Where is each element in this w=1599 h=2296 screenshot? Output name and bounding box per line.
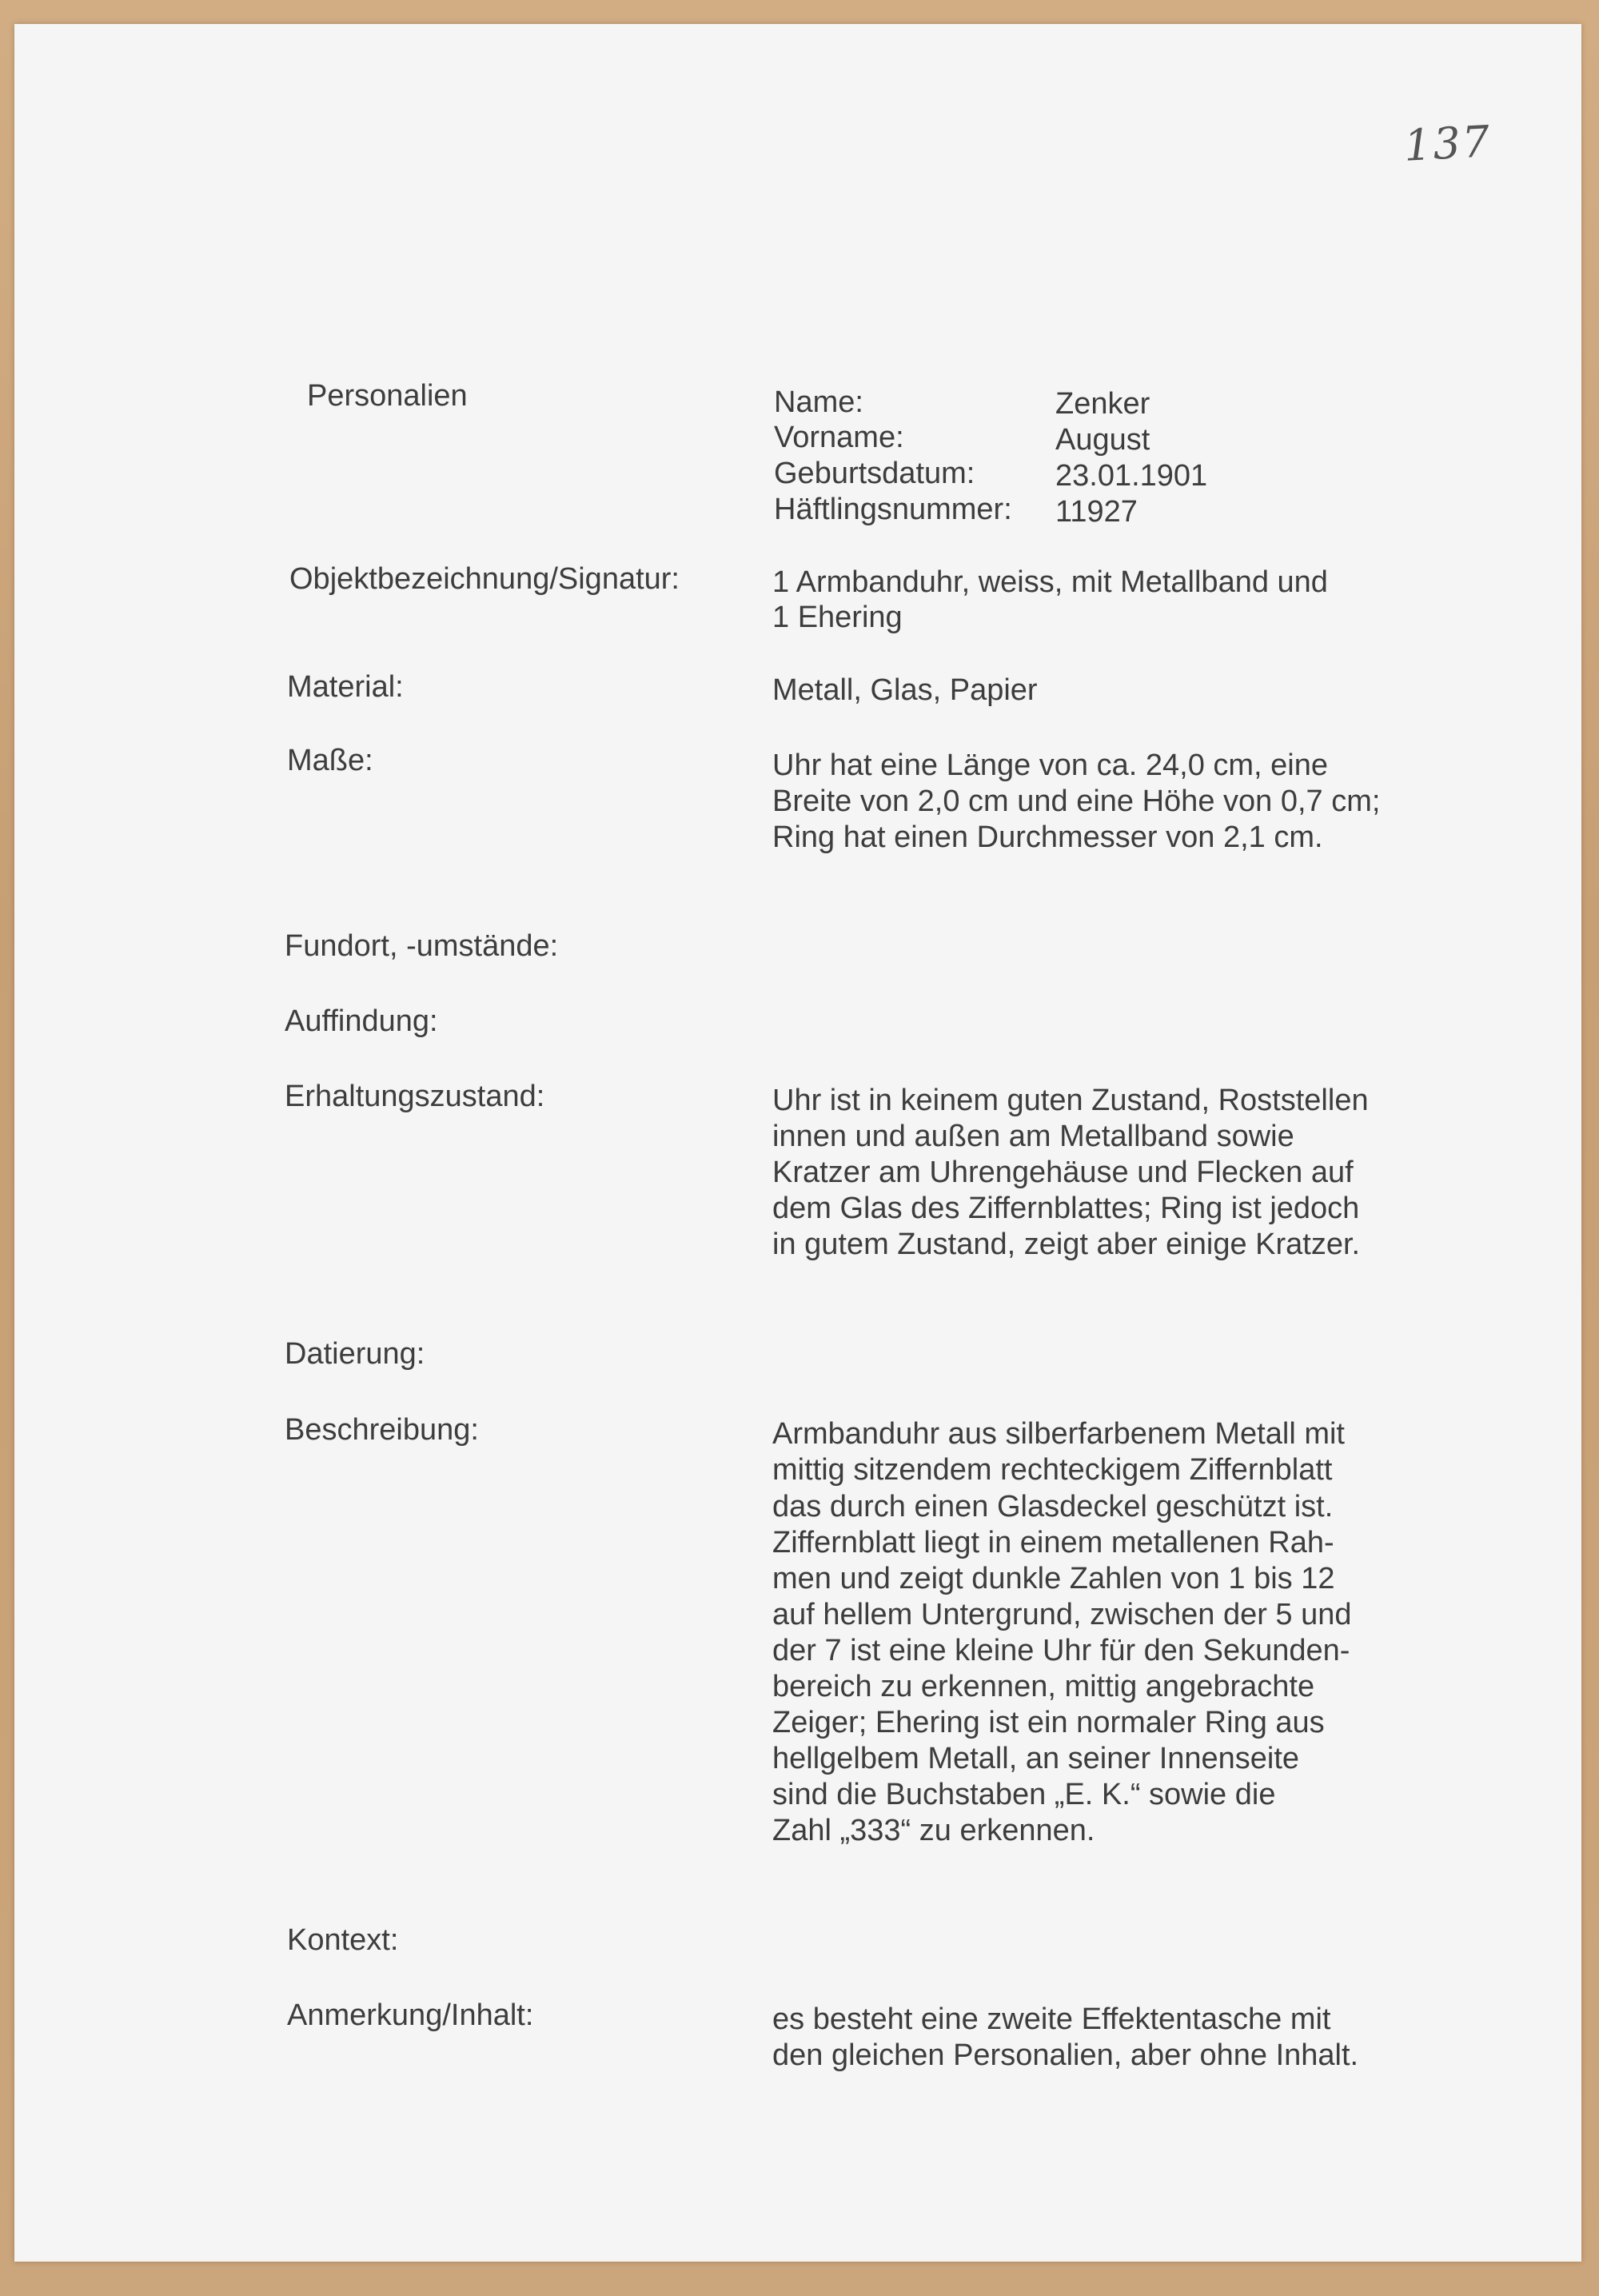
- beschreibung-line-8: bereich zu erkennen, mittig angebrachte: [772, 1670, 1315, 1703]
- personalien-label: Personalien: [307, 379, 468, 413]
- material-value: Metall, Glas, Papier: [772, 673, 1038, 707]
- beschreibung-line-9: Zeiger; Ehering ist ein normaler Ring aus: [772, 1706, 1325, 1739]
- beschreibung-line-12: Zahl „333“ zu erkennen.: [772, 1814, 1095, 1847]
- datierung-label: Datierung:: [285, 1337, 425, 1371]
- masse-label: Maße:: [287, 744, 373, 777]
- masse-line-3: Ring hat einen Durchmesser von 2,1 cm.: [772, 821, 1323, 854]
- masse-line-1: Uhr hat eine Länge von ca. 24,0 cm, eine: [772, 749, 1329, 782]
- objekt-line-2: 1 Ehering: [772, 601, 903, 634]
- beschreibung-line-6: auf hellem Untergrund, zwischen der 5 und: [772, 1598, 1352, 1631]
- beschreibung-line-7: der 7 ist eine kleine Uhr für den Sekunden-: [772, 1634, 1350, 1667]
- handwritten-page-number: 137: [1402, 116, 1493, 171]
- erhaltung-line-3: Kratzer am Uhrengehäuse und Flecken auf: [772, 1156, 1354, 1189]
- anmerkung-line-2: den gleichen Personalien, aber ohne Inhalt.: [772, 2038, 1359, 2072]
- erhaltung-line-1: Uhr ist in keinem guten Zustand, Roststellen: [772, 1084, 1369, 1117]
- erhaltung-line-4: dem Glas des Ziffernblattes; Ring ist jedoch: [772, 1192, 1360, 1225]
- erhaltung-line-2: innen und außen am Metallband sowie: [772, 1120, 1294, 1153]
- fundort-label: Fundort, -umstände:: [285, 929, 559, 963]
- beschreibung-line-11: sind die Buchstaben „E. K.“ sowie die: [772, 1778, 1276, 1811]
- kontext-label: Kontext:: [287, 1923, 399, 1957]
- objekt-line-1: 1 Armbanduhr, weiss, mit Metallband und: [772, 565, 1328, 599]
- beschreibung-line-4: Ziffernblatt liegt in einem metallenen Rah-: [772, 1526, 1334, 1559]
- beschreibung-line-3: das durch einen Glasdeckel geschützt ist.: [772, 1490, 1334, 1523]
- name-value: Zenker: [1055, 387, 1150, 421]
- vorname-label: Vorname:: [774, 421, 904, 454]
- name-label: Name:: [774, 385, 863, 419]
- document-page: [14, 24, 1581, 2262]
- erhaltung-label: Erhaltungszustand:: [285, 1080, 545, 1113]
- anmerkung-label: Anmerkung/Inhalt:: [287, 1999, 534, 2032]
- material-label: Material:: [287, 670, 404, 704]
- erhaltung-line-5: in gutem Zustand, zeigt aber einige Kratzer.: [772, 1228, 1361, 1261]
- haeftlingsnummer-label: Häftlingsnummer:: [774, 493, 1012, 526]
- haeftlingsnummer-value: 11927: [1055, 495, 1138, 529]
- geburtsdatum-value: 23.01.1901: [1055, 459, 1208, 493]
- beschreibung-line-2: mittig sitzendem rechteckigem Ziffernblatt: [772, 1453, 1333, 1487]
- beschreibung-line-10: hellgelbem Metall, an seiner Innenseite: [772, 1742, 1300, 1775]
- anmerkung-line-1: es besteht eine zweite Effektentasche mit: [772, 2003, 1331, 2036]
- masse-line-2: Breite von 2,0 cm und eine Höhe von 0,7 cm;: [772, 785, 1381, 818]
- beschreibung-line-5: men und zeigt dunkle Zahlen von 1 bis 12: [772, 1562, 1335, 1595]
- vorname-value: August: [1055, 423, 1150, 457]
- geburtsdatum-label: Geburtsdatum:: [774, 457, 975, 490]
- auffindung-label: Auffindung:: [285, 1004, 438, 1038]
- beschreibung-line-1: Armbanduhr aus silberfarbenem Metall mit: [772, 1417, 1345, 1451]
- objekt-label: Objektbezeichnung/Signatur:: [289, 562, 680, 596]
- beschreibung-label: Beschreibung:: [285, 1413, 479, 1447]
